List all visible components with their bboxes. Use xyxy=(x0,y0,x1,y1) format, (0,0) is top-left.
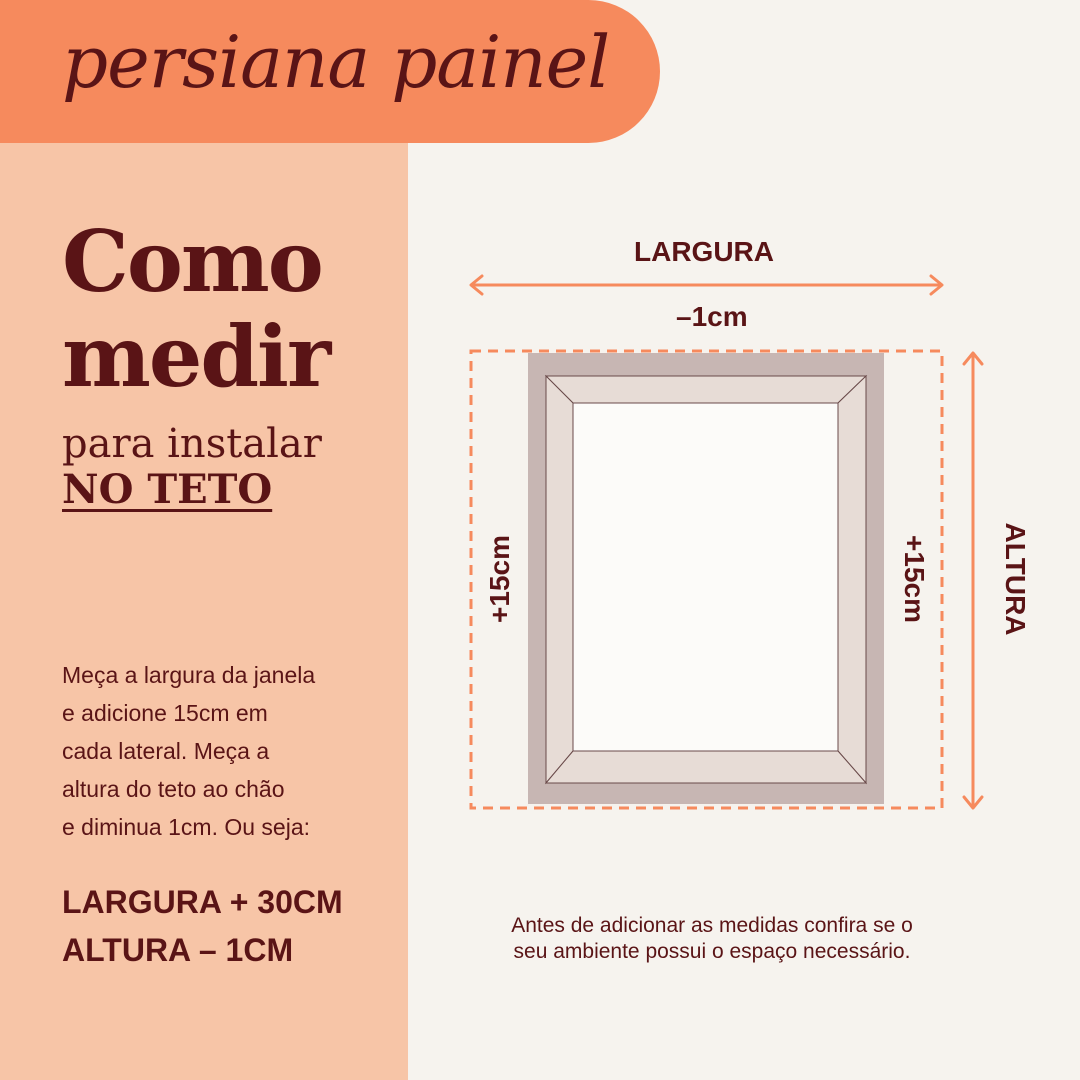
dashed-measure-box xyxy=(471,351,942,808)
width-label: LARGURA xyxy=(634,236,774,267)
heading-line-3: para instalar xyxy=(62,421,322,467)
note-line: seu ambiente possui o espaço necessário. xyxy=(513,940,911,963)
height-label: ALTURA xyxy=(1000,522,1031,636)
instruction-line: altura do teto ao chão xyxy=(62,776,285,802)
space-note xyxy=(452,913,972,965)
width-arrow xyxy=(471,276,942,294)
window-frame xyxy=(528,353,884,804)
heading-line-4: NO TETO xyxy=(62,466,273,513)
height-arrow xyxy=(964,353,982,808)
formula xyxy=(62,878,343,974)
header-banner xyxy=(0,0,660,143)
formula-height: ALTURA – 1CM xyxy=(62,932,294,968)
formula-width: LARGURA + 30CM xyxy=(62,884,343,920)
heading-line-2: medir xyxy=(62,307,330,406)
left-offset-label: +15cm xyxy=(484,535,515,623)
width-offset-label: –1cm xyxy=(676,301,748,332)
window-glass xyxy=(573,403,838,751)
instruction-line: Meça a largura da janela xyxy=(62,662,316,688)
instruction-line: e adicione 15cm em xyxy=(62,700,268,726)
right-offset-label: +15cm xyxy=(899,535,930,623)
instruction-line: e diminua 1cm. Ou seja: xyxy=(62,814,311,840)
instructions xyxy=(62,656,372,846)
heading-line-1: Como xyxy=(62,212,322,311)
instruction-line: cada lateral. Meça a xyxy=(62,738,270,764)
brand-title: persiana painel xyxy=(62,20,610,104)
note-line: Antes de adicionar as medidas confira se o xyxy=(511,914,913,937)
